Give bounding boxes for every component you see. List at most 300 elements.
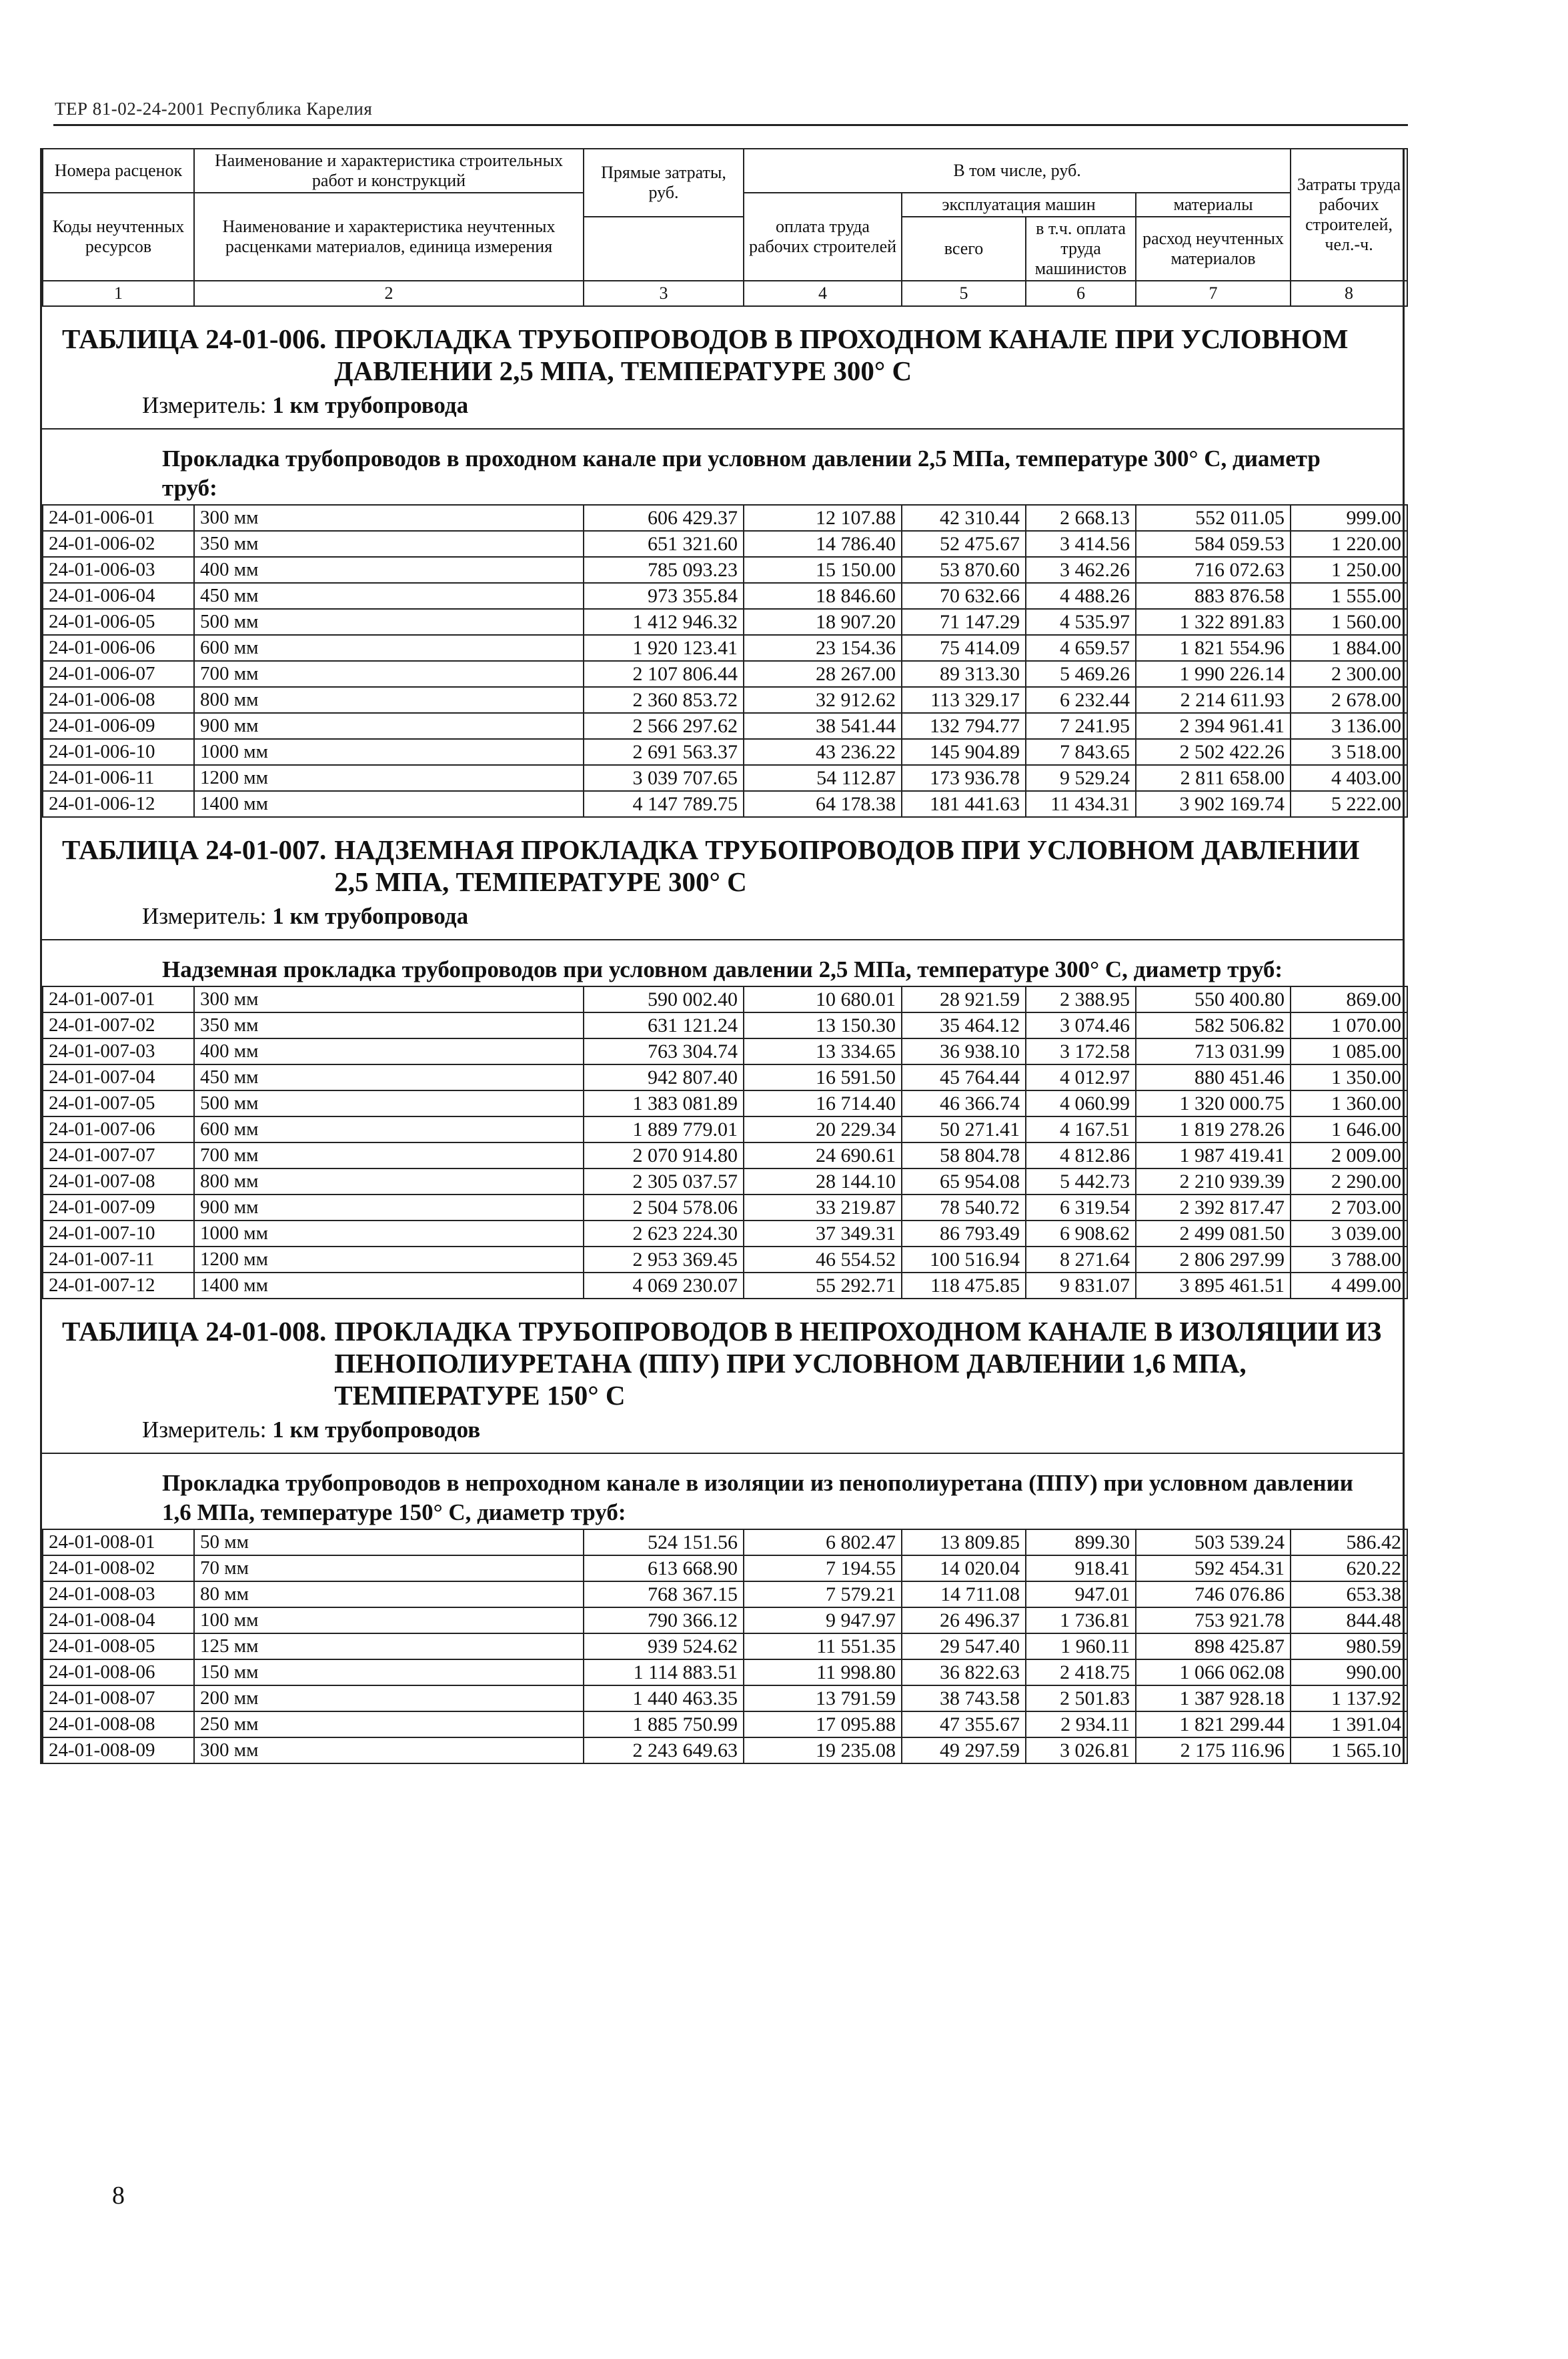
labor-cell: 1 560.00	[1291, 609, 1407, 635]
rates-document	[40, 148, 1405, 1764]
machines-total-cell: 58 804.78	[902, 1142, 1026, 1168]
header-spacer	[584, 217, 744, 281]
labor-cell: 1 884.00	[1291, 635, 1407, 661]
machines-total-cell: 70 632.66	[902, 583, 1026, 609]
direct-costs-cell: 1 889 779.01	[584, 1116, 744, 1142]
rate-code-cell: 24-01-007-01	[43, 986, 194, 1012]
machines-total-cell: 28 921.59	[902, 986, 1026, 1012]
direct-costs-cell: 651 321.60	[584, 531, 744, 557]
header-materials-name: Наименование и характеристика неучтенных расценками материалов, единица измерения	[194, 193, 584, 281]
machines-total-cell: 65 954.08	[902, 1168, 1026, 1195]
machines-total-cell: 52 475.67	[902, 531, 1026, 557]
machinists-pay-cell: 11 434.31	[1026, 791, 1136, 817]
rate-code-cell: 24-01-006-04	[43, 583, 194, 609]
labor-cell: 980.59	[1291, 1633, 1407, 1659]
labor-cell: 4 403.00	[1291, 765, 1407, 791]
machinists-pay-cell: 1 960.11	[1026, 1633, 1136, 1659]
table-row	[43, 1607, 1407, 1633]
materials-cell: 713 031.99	[1136, 1038, 1291, 1064]
rate-code-cell: 24-01-006-02	[43, 531, 194, 557]
materials-cell: 2 175 116.96	[1136, 1737, 1291, 1763]
workers-pay-cell: 24 690.61	[744, 1142, 902, 1168]
machinists-pay-cell: 4 488.26	[1026, 583, 1136, 609]
materials-cell: 552 011.05	[1136, 505, 1291, 531]
rate-code-cell: 24-01-008-06	[43, 1659, 194, 1685]
direct-costs-cell: 3 039 707.65	[584, 765, 744, 791]
labor-cell: 4 499.00	[1291, 1273, 1407, 1299]
table-row	[43, 1711, 1407, 1737]
machines-total-cell: 181 441.63	[902, 791, 1026, 817]
workers-pay-cell: 33 219.87	[744, 1195, 902, 1221]
direct-costs-cell: 4 147 789.75	[584, 791, 744, 817]
header-labor-costs: Затраты труда рабочих строителей, чел.-ч.	[1291, 149, 1407, 281]
direct-costs-cell: 768 367.15	[584, 1581, 744, 1607]
direct-costs-cell: 790 366.12	[584, 1607, 744, 1633]
header-works-name: Наименование и характеристика строительных работ и конструкций	[194, 149, 584, 193]
machinists-pay-cell: 2 388.95	[1026, 986, 1136, 1012]
labor-cell: 1 350.00	[1291, 1064, 1407, 1090]
machinists-pay-cell: 899.30	[1026, 1529, 1136, 1555]
machinists-pay-cell: 4 659.57	[1026, 635, 1136, 661]
materials-cell: 582 506.82	[1136, 1012, 1291, 1038]
machines-total-cell: 173 936.78	[902, 765, 1026, 791]
rate-tables	[42, 307, 1403, 1764]
header-in-that-number: В том числе, руб.	[744, 149, 1291, 193]
materials-cell: 716 072.63	[1136, 557, 1291, 583]
machines-total-cell: 29 547.40	[902, 1633, 1026, 1659]
machines-total-cell: 86 793.49	[902, 1221, 1026, 1247]
machines-total-cell: 113 329.17	[902, 687, 1026, 713]
materials-cell: 746 076.86	[1136, 1581, 1291, 1607]
labor-cell: 2 290.00	[1291, 1168, 1407, 1195]
diameter-cell: 350 мм	[194, 1012, 584, 1038]
materials-cell: 3 895 461.51	[1136, 1273, 1291, 1299]
direct-costs-cell: 613 668.90	[584, 1555, 744, 1581]
header-unaccounted-materials: расход неучтенных материалов	[1136, 217, 1291, 281]
header-resource-codes: Коды неучтенных ресурсов	[43, 193, 194, 281]
labor-cell: 3 039.00	[1291, 1221, 1407, 1247]
table-row	[43, 1090, 1407, 1116]
workers-pay-cell: 43 236.22	[744, 739, 902, 765]
machines-total-cell: 42 310.44	[902, 505, 1026, 531]
workers-pay-cell: 18 846.60	[744, 583, 902, 609]
materials-cell: 503 539.24	[1136, 1529, 1291, 1555]
table-row	[43, 1581, 1407, 1607]
table-row	[43, 1064, 1407, 1090]
rate-code-cell: 24-01-007-06	[43, 1116, 194, 1142]
rate-code-cell: 24-01-007-12	[43, 1273, 194, 1299]
table-row	[43, 1529, 1407, 1555]
table-row	[43, 1221, 1407, 1247]
workers-pay-cell: 6 802.47	[744, 1529, 902, 1555]
table-row	[43, 1247, 1407, 1273]
workers-pay-cell: 20 229.34	[744, 1116, 902, 1142]
machinists-pay-cell: 5 469.26	[1026, 661, 1136, 687]
workers-pay-cell: 28 144.10	[744, 1168, 902, 1195]
direct-costs-cell: 2 305 037.57	[584, 1168, 744, 1195]
direct-costs-cell: 2 691 563.37	[584, 739, 744, 765]
diameter-cell: 1200 мм	[194, 1247, 584, 1273]
rate-code-cell: 24-01-007-08	[43, 1168, 194, 1195]
machines-total-cell: 89 313.30	[902, 661, 1026, 687]
rate-table	[42, 504, 1408, 818]
workers-pay-cell: 28 267.00	[744, 661, 902, 687]
materials-cell: 2 502 422.26	[1136, 739, 1291, 765]
machines-total-cell: 49 297.59	[902, 1737, 1026, 1763]
rate-code-cell: 24-01-007-05	[43, 1090, 194, 1116]
diameter-cell: 100 мм	[194, 1607, 584, 1633]
table-row	[43, 1195, 1407, 1221]
materials-cell: 2 394 961.41	[1136, 713, 1291, 739]
rate-code-cell: 24-01-008-01	[43, 1529, 194, 1555]
workers-pay-cell: 32 912.62	[744, 687, 902, 713]
machinists-pay-cell: 4 060.99	[1026, 1090, 1136, 1116]
labor-cell: 3 136.00	[1291, 713, 1407, 739]
column-header-table	[42, 148, 1408, 307]
table-code: ТАБЛИЦА 24-01-007.	[62, 834, 327, 865]
workers-pay-cell: 54 112.87	[744, 765, 902, 791]
labor-cell: 3 518.00	[1291, 739, 1407, 765]
diameter-cell: 300 мм	[194, 505, 584, 531]
direct-costs-cell: 2 107 806.44	[584, 661, 744, 687]
labor-cell: 999.00	[1291, 505, 1407, 531]
table-row	[43, 583, 1407, 609]
table-row	[43, 1273, 1407, 1299]
machinists-pay-cell: 2 501.83	[1026, 1685, 1136, 1711]
machinists-pay-cell: 6 319.54	[1026, 1195, 1136, 1221]
direct-costs-cell: 942 807.40	[584, 1064, 744, 1090]
materials-cell: 592 454.31	[1136, 1555, 1291, 1581]
header-index-4: 4	[744, 281, 902, 306]
table-row	[43, 635, 1407, 661]
machinists-pay-cell: 3 414.56	[1026, 531, 1136, 557]
workers-pay-cell: 23 154.36	[744, 635, 902, 661]
machinists-pay-cell: 918.41	[1026, 1555, 1136, 1581]
meter-value: 1 км трубопровода	[272, 903, 469, 929]
machinists-pay-cell: 2 668.13	[1026, 505, 1136, 531]
workers-pay-cell: 18 907.20	[744, 609, 902, 635]
table-title	[42, 818, 1403, 898]
direct-costs-cell: 763 304.74	[584, 1038, 744, 1064]
meter-value: 1 км трубопроводов	[272, 1417, 481, 1443]
diameter-cell: 1000 мм	[194, 739, 584, 765]
diameter-cell: 80 мм	[194, 1581, 584, 1607]
machines-total-cell: 78 540.72	[902, 1195, 1026, 1221]
direct-costs-cell: 785 093.23	[584, 557, 744, 583]
labor-cell: 2 009.00	[1291, 1142, 1407, 1168]
table-code: ТАБЛИЦА 24-01-008.	[62, 1316, 327, 1347]
labor-cell: 1 250.00	[1291, 557, 1407, 583]
diameter-cell: 1200 мм	[194, 765, 584, 791]
direct-costs-cell: 631 121.24	[584, 1012, 744, 1038]
materials-cell: 1 320 000.75	[1136, 1090, 1291, 1116]
materials-cell: 2 214 611.93	[1136, 687, 1291, 713]
workers-pay-cell: 19 235.08	[744, 1737, 902, 1763]
rate-code-cell: 24-01-007-03	[43, 1038, 194, 1064]
diameter-cell: 450 мм	[194, 1064, 584, 1090]
table-row	[43, 1659, 1407, 1685]
table-title-text: ПРОКЛАДКА ТРУБОПРОВОДОВ В НЕПРОХОДНОМ КАНАЛЕ В ИЗОЛЯЦИИ ИЗ ПЕНОПОЛИУРЕТАНА (ППУ) ПРИ УСЛОВНОМ ДАВЛЕНИИ 1,6 МПА, ТЕМПЕРАТУРЕ 150° С	[334, 1316, 1382, 1411]
table-row	[43, 1142, 1407, 1168]
rate-code-cell: 24-01-006-01	[43, 505, 194, 531]
workers-pay-cell: 13 150.30	[744, 1012, 902, 1038]
header-machinists-pay: в т.ч. оплата труда машинистов	[1026, 217, 1136, 281]
header-index-1: 1	[43, 281, 194, 306]
machinists-pay-cell: 1 736.81	[1026, 1607, 1136, 1633]
labor-cell: 1 137.92	[1291, 1685, 1407, 1711]
rate-code-cell: 24-01-006-12	[43, 791, 194, 817]
materials-cell: 753 921.78	[1136, 1607, 1291, 1633]
header-materials: материалы	[1136, 193, 1291, 217]
header-index-7: 7	[1136, 281, 1291, 306]
table-title-text: ПРОКЛАДКА ТРУБОПРОВОДОВ В ПРОХОДНОМ КАНАЛЕ ПРИ УСЛОВНОМ ДАВЛЕНИИ 2,5 МПА, ТЕМПЕРАТУРЕ 300° С	[334, 323, 1349, 386]
direct-costs-cell: 939 524.62	[584, 1633, 744, 1659]
table-subheading: Прокладка трубопроводов в проходном канале при условном давлении 2,5 МПа, температуре 300° С, диаметр труб:	[42, 428, 1403, 504]
table-code: ТАБЛИЦА 24-01-006.	[62, 323, 327, 354]
materials-cell: 3 902 169.74	[1136, 791, 1291, 817]
labor-cell: 1 360.00	[1291, 1090, 1407, 1116]
machinists-pay-cell: 947.01	[1026, 1581, 1136, 1607]
machinists-pay-cell: 4 012.97	[1026, 1064, 1136, 1090]
table-title	[42, 307, 1403, 387]
workers-pay-cell: 12 107.88	[744, 505, 902, 531]
table-row	[43, 531, 1407, 557]
diameter-cell: 150 мм	[194, 1659, 584, 1685]
table-title	[42, 1299, 1403, 1411]
workers-pay-cell: 55 292.71	[744, 1273, 902, 1299]
rate-code-cell: 24-01-008-02	[43, 1555, 194, 1581]
materials-cell: 1 987 419.41	[1136, 1142, 1291, 1168]
labor-cell: 990.00	[1291, 1659, 1407, 1685]
table-subheading: Надземная прокладка трубопроводов при условном давлении 2,5 МПа, температуре 300° С, диаметр труб:	[42, 939, 1403, 986]
materials-cell: 1 387 928.18	[1136, 1685, 1291, 1711]
diameter-cell: 400 мм	[194, 557, 584, 583]
workers-pay-cell: 15 150.00	[744, 557, 902, 583]
table-meter	[42, 1411, 1403, 1453]
table-meter	[42, 898, 1403, 939]
machinists-pay-cell: 5 442.73	[1026, 1168, 1136, 1195]
rate-table-section	[42, 818, 1403, 1299]
materials-cell: 584 059.53	[1136, 531, 1291, 557]
materials-cell: 2 210 939.39	[1136, 1168, 1291, 1195]
direct-costs-cell: 1 885 750.99	[584, 1711, 744, 1737]
workers-pay-cell: 17 095.88	[744, 1711, 902, 1737]
table-row	[43, 1168, 1407, 1195]
direct-costs-cell: 2 243 649.63	[584, 1737, 744, 1763]
rate-code-cell: 24-01-006-06	[43, 635, 194, 661]
machines-total-cell: 46 366.74	[902, 1090, 1026, 1116]
rate-code-cell: 24-01-008-04	[43, 1607, 194, 1633]
direct-costs-cell: 1 114 883.51	[584, 1659, 744, 1685]
diameter-cell: 700 мм	[194, 661, 584, 687]
rate-code-cell: 24-01-007-11	[43, 1247, 194, 1273]
diameter-cell: 1000 мм	[194, 1221, 584, 1247]
rate-table-section	[42, 1299, 1403, 1764]
meter-label: Измеритель:	[142, 903, 267, 929]
workers-pay-cell: 37 349.31	[744, 1221, 902, 1247]
meter-label: Измеритель:	[142, 1417, 267, 1443]
table-row	[43, 1685, 1407, 1711]
table-row	[43, 661, 1407, 687]
machinists-pay-cell: 3 462.26	[1026, 557, 1136, 583]
labor-cell: 2 703.00	[1291, 1195, 1407, 1221]
workers-pay-cell: 7 579.21	[744, 1581, 902, 1607]
machinists-pay-cell: 3 026.81	[1026, 1737, 1136, 1763]
labor-cell: 1 391.04	[1291, 1711, 1407, 1737]
machinists-pay-cell: 4 167.51	[1026, 1116, 1136, 1142]
header-workers-pay: оплата труда рабочих строителей	[744, 193, 902, 281]
machines-total-cell: 100 516.94	[902, 1247, 1026, 1273]
diameter-cell: 50 мм	[194, 1529, 584, 1555]
materials-cell: 880 451.46	[1136, 1064, 1291, 1090]
workers-pay-cell: 16 591.50	[744, 1064, 902, 1090]
diameter-cell: 900 мм	[194, 1195, 584, 1221]
diameter-cell: 1400 мм	[194, 1273, 584, 1299]
diameter-cell: 800 мм	[194, 687, 584, 713]
direct-costs-cell: 2 504 578.06	[584, 1195, 744, 1221]
direct-costs-cell: 2 360 853.72	[584, 687, 744, 713]
table-title-text: НАДЗЕМНАЯ ПРОКЛАДКА ТРУБОПРОВОДОВ ПРИ УСЛОВНОМ ДАВЛЕНИИ 2,5 МПА, ТЕМПЕРАТУРЕ 300° С	[334, 834, 1360, 897]
header-index-6: 6	[1026, 281, 1136, 306]
labor-cell: 2 678.00	[1291, 687, 1407, 713]
rate-code-cell: 24-01-007-04	[43, 1064, 194, 1090]
rate-code-cell: 24-01-006-11	[43, 765, 194, 791]
machines-total-cell: 36 938.10	[902, 1038, 1026, 1064]
labor-cell: 653.38	[1291, 1581, 1407, 1607]
workers-pay-cell: 46 554.52	[744, 1247, 902, 1273]
labor-cell: 844.48	[1291, 1607, 1407, 1633]
materials-cell: 898 425.87	[1136, 1633, 1291, 1659]
materials-cell: 1 819 278.26	[1136, 1116, 1291, 1142]
direct-costs-cell: 973 355.84	[584, 583, 744, 609]
machinists-pay-cell: 6 232.44	[1026, 687, 1136, 713]
workers-pay-cell: 7 194.55	[744, 1555, 902, 1581]
diameter-cell: 300 мм	[194, 1737, 584, 1763]
table-row	[43, 1116, 1407, 1142]
table-row	[43, 505, 1407, 531]
rate-table	[42, 1529, 1408, 1764]
diameter-cell: 600 мм	[194, 635, 584, 661]
labor-cell: 620.22	[1291, 1555, 1407, 1581]
page-number: 8	[112, 2182, 125, 2210]
direct-costs-cell: 590 002.40	[584, 986, 744, 1012]
workers-pay-cell: 14 786.40	[744, 531, 902, 557]
table-row	[43, 791, 1407, 817]
diameter-cell: 700 мм	[194, 1142, 584, 1168]
machinists-pay-cell: 7 241.95	[1026, 713, 1136, 739]
meter-label: Измеритель:	[142, 392, 267, 418]
labor-cell: 2 300.00	[1291, 661, 1407, 687]
machines-total-cell: 45 764.44	[902, 1064, 1026, 1090]
diameter-cell: 125 мм	[194, 1633, 584, 1659]
workers-pay-cell: 10 680.01	[744, 986, 902, 1012]
diameter-cell: 350 мм	[194, 531, 584, 557]
direct-costs-cell: 2 953 369.45	[584, 1247, 744, 1273]
labor-cell: 1 565.10	[1291, 1737, 1407, 1763]
materials-cell: 2 392 817.47	[1136, 1195, 1291, 1221]
table-row	[43, 1038, 1407, 1064]
rate-code-cell: 24-01-006-03	[43, 557, 194, 583]
table-row	[43, 1633, 1407, 1659]
rate-code-cell: 24-01-007-09	[43, 1195, 194, 1221]
direct-costs-cell: 1 440 463.35	[584, 1685, 744, 1711]
materials-cell: 1 066 062.08	[1136, 1659, 1291, 1685]
header-direct-costs: Прямые затраты, руб.	[584, 149, 744, 217]
labor-cell: 1 070.00	[1291, 1012, 1407, 1038]
direct-costs-cell: 1 383 081.89	[584, 1090, 744, 1116]
workers-pay-cell: 38 541.44	[744, 713, 902, 739]
machines-total-cell: 132 794.77	[902, 713, 1026, 739]
labor-cell: 3 788.00	[1291, 1247, 1407, 1273]
machinists-pay-cell: 4 812.86	[1026, 1142, 1136, 1168]
materials-cell: 1 322 891.83	[1136, 609, 1291, 635]
workers-pay-cell: 11 998.80	[744, 1659, 902, 1685]
diameter-cell: 800 мм	[194, 1168, 584, 1195]
labor-cell: 1 646.00	[1291, 1116, 1407, 1142]
machinists-pay-cell: 9 831.07	[1026, 1273, 1136, 1299]
header-index-5: 5	[902, 281, 1026, 306]
rate-code-cell: 24-01-007-07	[43, 1142, 194, 1168]
rate-table	[42, 986, 1408, 1299]
rate-code-cell: 24-01-006-05	[43, 609, 194, 635]
header-index-3: 3	[584, 281, 744, 306]
header-index-2: 2	[194, 281, 584, 306]
labor-cell: 1 085.00	[1291, 1038, 1407, 1064]
workers-pay-cell: 11 551.35	[744, 1633, 902, 1659]
labor-cell: 869.00	[1291, 986, 1407, 1012]
machines-total-cell: 35 464.12	[902, 1012, 1026, 1038]
table-row	[43, 1737, 1407, 1763]
labor-cell: 1 220.00	[1291, 531, 1407, 557]
table-subheading: Прокладка трубопроводов в непроходном канале в изоляции из пенополиуретана (ППУ) при условном давлении 1,6 МПа, температуре 150° С, диаметр труб:	[42, 1453, 1403, 1529]
workers-pay-cell: 16 714.40	[744, 1090, 902, 1116]
table-meter	[42, 387, 1403, 428]
rate-table-section	[42, 307, 1403, 818]
table-row	[43, 557, 1407, 583]
machinists-pay-cell: 4 535.97	[1026, 609, 1136, 635]
rate-code-cell: 24-01-006-09	[43, 713, 194, 739]
rate-code-cell: 24-01-006-07	[43, 661, 194, 687]
machinists-pay-cell: 6 908.62	[1026, 1221, 1136, 1247]
meter-value: 1 км трубопровода	[272, 392, 469, 418]
direct-costs-cell: 2 070 914.80	[584, 1142, 744, 1168]
materials-cell: 2 806 297.99	[1136, 1247, 1291, 1273]
rate-code-cell: 24-01-008-05	[43, 1633, 194, 1659]
rate-code-cell: 24-01-008-07	[43, 1685, 194, 1711]
table-row	[43, 713, 1407, 739]
diameter-cell: 500 мм	[194, 1090, 584, 1116]
machinists-pay-cell: 2 934.11	[1026, 1711, 1136, 1737]
rate-code-cell: 24-01-006-10	[43, 739, 194, 765]
labor-cell: 5 222.00	[1291, 791, 1407, 817]
direct-costs-cell: 2 623 224.30	[584, 1221, 744, 1247]
rate-code-cell: 24-01-006-08	[43, 687, 194, 713]
table-row	[43, 687, 1407, 713]
machinists-pay-cell: 3 074.46	[1026, 1012, 1136, 1038]
rate-code-cell: 24-01-008-03	[43, 1581, 194, 1607]
rate-code-cell: 24-01-008-08	[43, 1711, 194, 1737]
machines-total-cell: 14 020.04	[902, 1555, 1026, 1581]
machines-total-cell: 50 271.41	[902, 1116, 1026, 1142]
direct-costs-cell: 1 412 946.32	[584, 609, 744, 635]
diameter-cell: 400 мм	[194, 1038, 584, 1064]
machines-total-cell: 71 147.29	[902, 609, 1026, 635]
diameter-cell: 500 мм	[194, 609, 584, 635]
direct-costs-cell: 524 151.56	[584, 1529, 744, 1555]
machinists-pay-cell: 2 418.75	[1026, 1659, 1136, 1685]
labor-cell: 1 555.00	[1291, 583, 1407, 609]
machinists-pay-cell: 9 529.24	[1026, 765, 1136, 791]
